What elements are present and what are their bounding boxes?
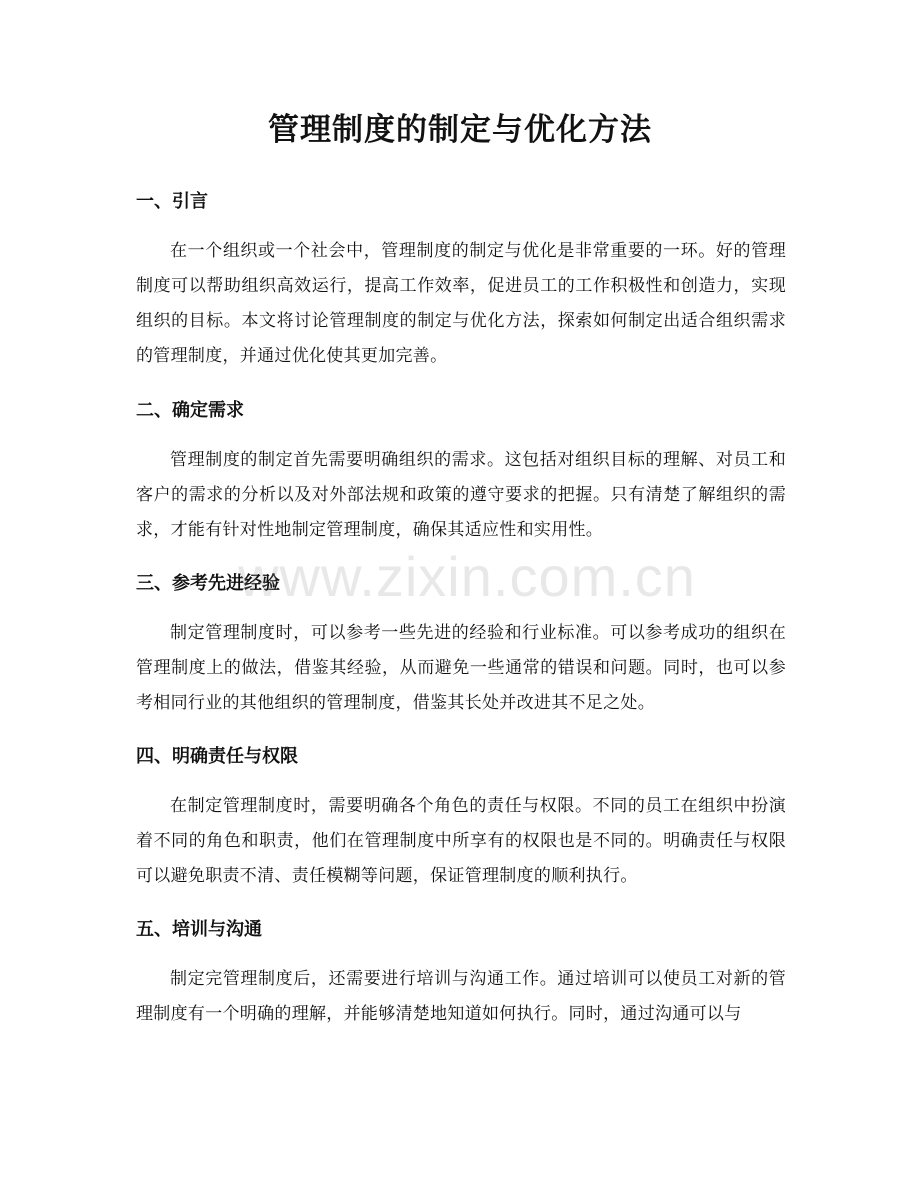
watermark: www.zixin.com.cn <box>238 545 696 608</box>
section-heading-training: 五、培训与沟通 <box>136 919 262 940</box>
section-paragraph-intro: 在一个组织或一个社会中，管理制度的制定与优化是非常重要的一环。好的管理制度可以帮助组织高效运行，提高工作效率，促进员工的工作积极性和创造力，实现组织的目标。本文将讨论管理制度的制定与优化方法，探索如何制定出适合组织需求的管理制度，并通过优化使其更加完善。 <box>136 241 786 366</box>
section-heading-intro: 一、引言 <box>136 191 208 212</box>
section-heading-needs: 二、确定需求 <box>136 400 244 421</box>
section-paragraph-needs: 管理制度的制定首先需要明确组织的需求。这包括对组织目标的理解、对员工和客户的需求的分析以及对外部法规和政策的遵守要求的把握。只有清楚了解组织的需求，才能有针对性地制定管理制度，确保其适应性和实用性。 <box>136 450 786 540</box>
section-paragraph-responsibility: 在制定管理制度时，需要明确各个角色的责任与权限。不同的员工在组织中扮演着不同的角色和职责，他们在管理制度中所享有的权限也是不同的。明确责任与权限可以避免职责不清、责任模糊等问题，保证管理制度的顺利执行。 <box>136 796 786 886</box>
section-paragraph-experience: 制定管理制度时，可以参考一些先进的经验和行业标准。可以参考成功的组织在管理制度上的做法，借鉴其经验，从而避免一些通常的错误和问题。同时，也可以参考相同行业的其他组织的管理制度，借鉴其长处并改进其不足之处。 <box>136 623 786 713</box>
section-heading-responsibility: 四、明确责任与权限 <box>136 746 298 767</box>
section-heading-experience: 三、参考先进经验 <box>136 573 280 594</box>
document-title: 管理制度的制定与优化方法 <box>268 112 652 148</box>
section-paragraph-training: 制定完管理制度后，还需要进行培训与沟通工作。通过培训可以使员工对新的管理制度有一个明确的理解，并能够清楚地知道如何执行。同时，通过沟通可以与 <box>136 969 786 1024</box>
